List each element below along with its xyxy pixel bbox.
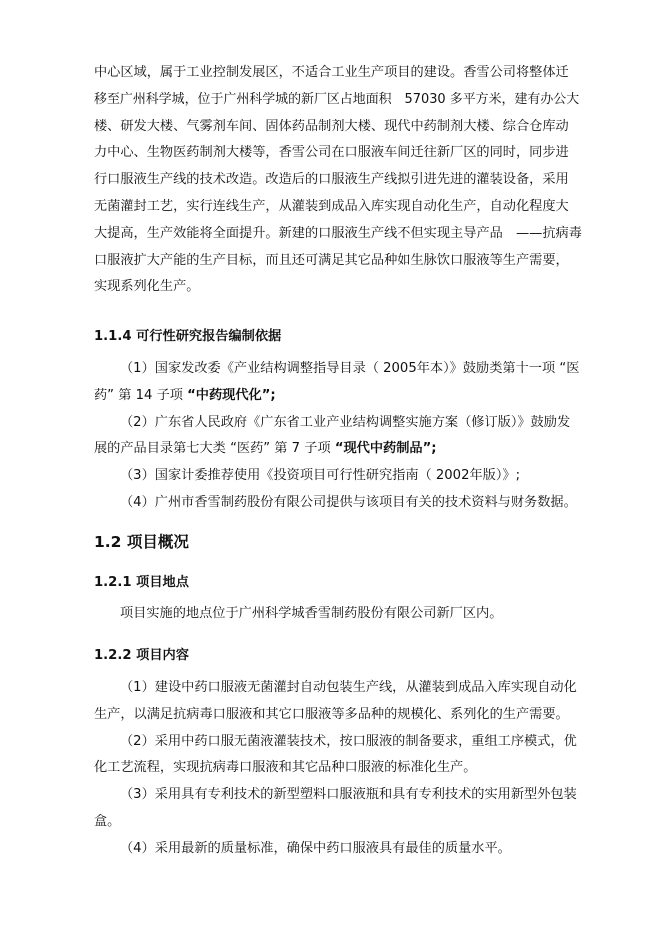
intro-paragraph: [94, 60, 586, 301]
intro-line: 力中心、生物医药制剂大楼等，香雪公司在口服液车间迁往新厂区的同时，同步进: [94, 145, 569, 161]
content-item-3: （3）采用具有专利技术的新型塑料口服液瓶和具有专利技术的实用新型外包装: [120, 787, 577, 803]
intro-line: 口服液扩大产能的生产目标，而且还可满足其它品种如生脉饮口服液等生产需要，: [94, 252, 569, 268]
intro-line: 楼、研发大楼、气雾剂车间、固体药品制剂大楼、现代中药制剂大楼、综合仓库动: [94, 118, 569, 134]
basis-item-2-cont: [94, 436, 586, 463]
intro-line: 中心区域，属于工业控制发展区，不适合工业生产项目的建设。香雪公司将整体迁: [94, 65, 569, 80]
basis-list: [94, 356, 586, 517]
basis-item-2-end: ;: [431, 441, 437, 457]
basis-item-1-emphasis: “中药现代化”: [187, 387, 271, 403]
basis-item-2-emphasis: “现代中药制品”: [334, 441, 432, 457]
intro-line: 实现系列化生产。: [94, 279, 200, 295]
intro-line: 移至广州科学城，位于广州科学城的新厂区占地面积 57030 多平方米，建有办公大: [94, 91, 580, 107]
content-item-2-cont: 化工艺流程，实现抗病毒口服液和其它品种口服液的标准化生产。: [94, 760, 477, 776]
basis-item-1-text: 药” 第 14 子项: [94, 387, 188, 403]
intro-line: 无菌灌封工艺，实行连线生产，从灌装到成品入库实现自动化生产，自动化程度大: [94, 198, 569, 214]
basis-item-3: （3）国家计委推荐使用《投资项目可行性研究指南（ 2002年版）》;: [120, 468, 521, 484]
content-item-2: （2）采用中药口服无菌液灌装技术，按口服液的制备要求，重组工序模式，优: [120, 733, 577, 749]
section-heading-1-2-1: 1.2.1 项目地点: [94, 575, 189, 590]
basis-item-1: （1）国家发改委《产业结构调整指导目录（ 2005年本）》鼓励类第十一项 “医: [120, 361, 580, 376]
basis-item-1-cont: [94, 383, 586, 410]
section-heading-1-1-4: 1.1.4 可行性研究报告编制依据: [94, 329, 282, 344]
section-heading-1-2: 1.2 项目概况: [94, 533, 189, 551]
location-paragraph: [94, 601, 586, 628]
basis-item-1-end: ;: [270, 387, 276, 403]
content-item-3-cont: 盒。: [94, 813, 121, 829]
basis-item-2: （2）广东省人民政府《广东省工业产业结构调整实施方案（修订版）》鼓励发: [120, 414, 571, 430]
location-text: 项目实施的地点位于广州科学城香雪制药股份有限公司新厂区内。: [120, 606, 503, 621]
basis-item-4: （4）广州市香雪制药股份有限公司提供与该项目有关的技术资料与财务数据。: [120, 494, 577, 510]
section-heading-1-2-2: 1.2.2 项目内容: [94, 648, 189, 663]
content-item-1: （1）建设中药口服液无菌灌封自动包装生产线，从灌装到成品入库实现自动化: [120, 680, 577, 695]
intro-line: 大提高，生产效能将全面提升。新建的口服液生产线不但实现主导产品 ——抗病毒: [94, 225, 582, 241]
basis-item-2-text: 展的产品目录第七大类 “医药” 第 7 子项: [94, 441, 335, 457]
content-item-4: （4）采用最新的质量标准，确保中药口服液具有最佳的质量水平。: [120, 840, 511, 856]
intro-line: 行口服液生产线的技术改造。改造后的口服液生产线拟引进先进的灌装设备，采用: [94, 172, 569, 188]
content-item-1-cont: 生产，以满足抗病毒口服液和其它口服液等多品种的规模化、系列化的生产需要。: [94, 706, 569, 722]
content-list: [94, 675, 586, 863]
